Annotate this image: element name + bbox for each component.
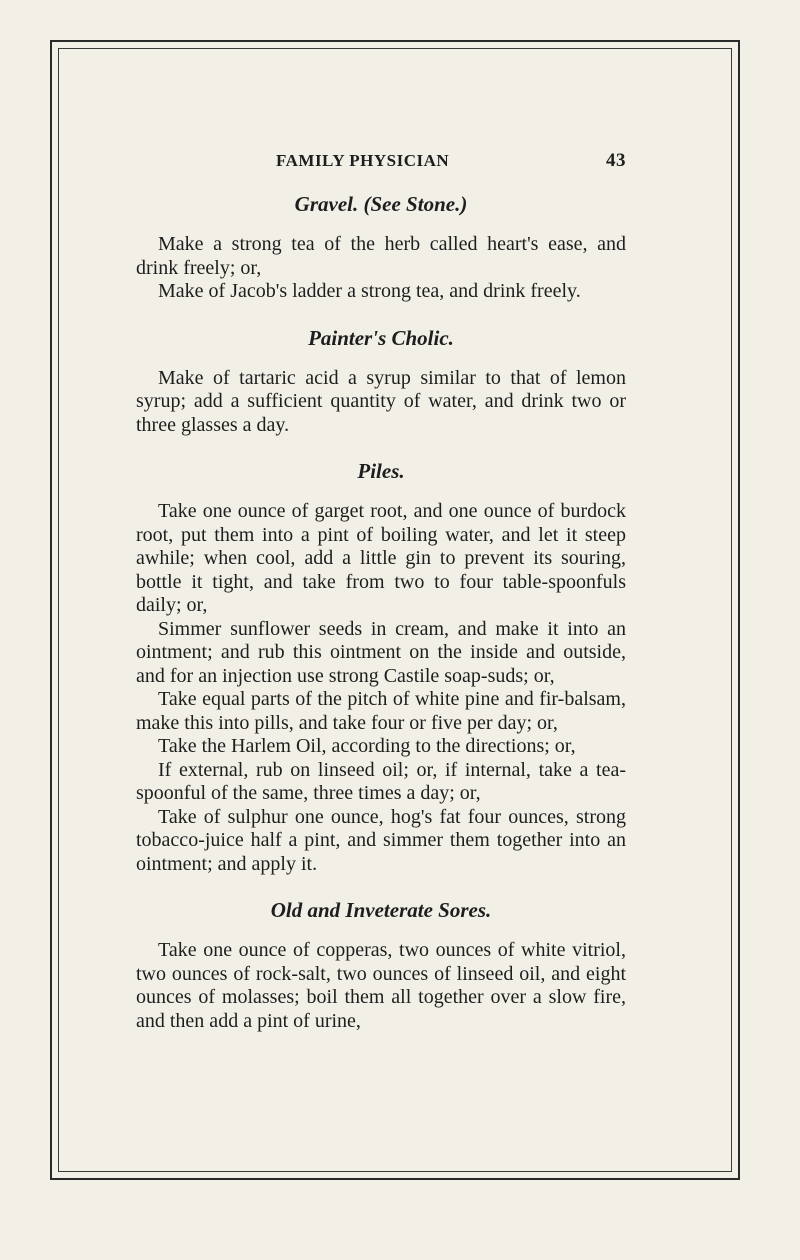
paragraph: Make of Jacob's ladder a strong tea, and drink freely. (158, 280, 581, 302)
paragraph: Take of sulphur one ounce, hog's fat four ounces, strong tobacco-juice half a pint, and simmer them together into an ointment; and apply it. (136, 805, 626, 875)
paragraph: Take one ounce of garget root, and one ounce of burdock root, put them into a pint of boiling water, and let it steep awhile; when cool, add a little gin to prevent its souring, bottle it tight, and take from two to four table-spoonfuls daily; or, (136, 500, 626, 616)
section-title: Piles. (357, 459, 405, 483)
section-gravel (136, 192, 626, 304)
paragraph: Make of tartaric acid a syrup similar to that of lemon syrup; add a sufficient quantity of water, and drink two or three glasses a day. (136, 366, 626, 436)
running-title: FAMILY PHYSICIAN (276, 151, 450, 170)
paragraph: If external, rub on linseed oil; or, if internal, take a tea-spoonful of the same, three times a day; or, (136, 758, 626, 804)
paragraph: Take equal parts of the pitch of white pine and fir-balsam, make this into pills, and take four or five per day; or, (136, 688, 626, 734)
section-painters-cholic (136, 326, 626, 438)
section-title: Gravel. (See Stone.) (294, 192, 468, 216)
section-piles (136, 459, 626, 876)
section-title: Old and Inveterate Sores. (270, 898, 492, 922)
running-header (136, 150, 626, 172)
section-title: Painter's Cholic. (308, 325, 454, 350)
page-number: 43 (606, 150, 626, 171)
book-page (136, 150, 626, 1055)
paragraph: Simmer sunflower seeds in cream, and make it into an ointment; and rub this ointment on the inside and outside, and for an injection use strong Castile soap-suds; or, (136, 617, 626, 687)
paragraph: Take the Harlem Oil, according to the directions; or, (158, 735, 576, 757)
paragraph: Make a strong tea of the herb called heart's ease, and drink freely; or, (136, 233, 626, 279)
paragraph: Take one ounce of copperas, two ounces of white vitriol, two ounces of rock-salt, two ounces of linseed oil, and eight ounces of molasses; boil them all together over a slow fire, and then add a pint of urine, (136, 939, 626, 1032)
section-old-inveterate-sores (136, 898, 626, 1033)
